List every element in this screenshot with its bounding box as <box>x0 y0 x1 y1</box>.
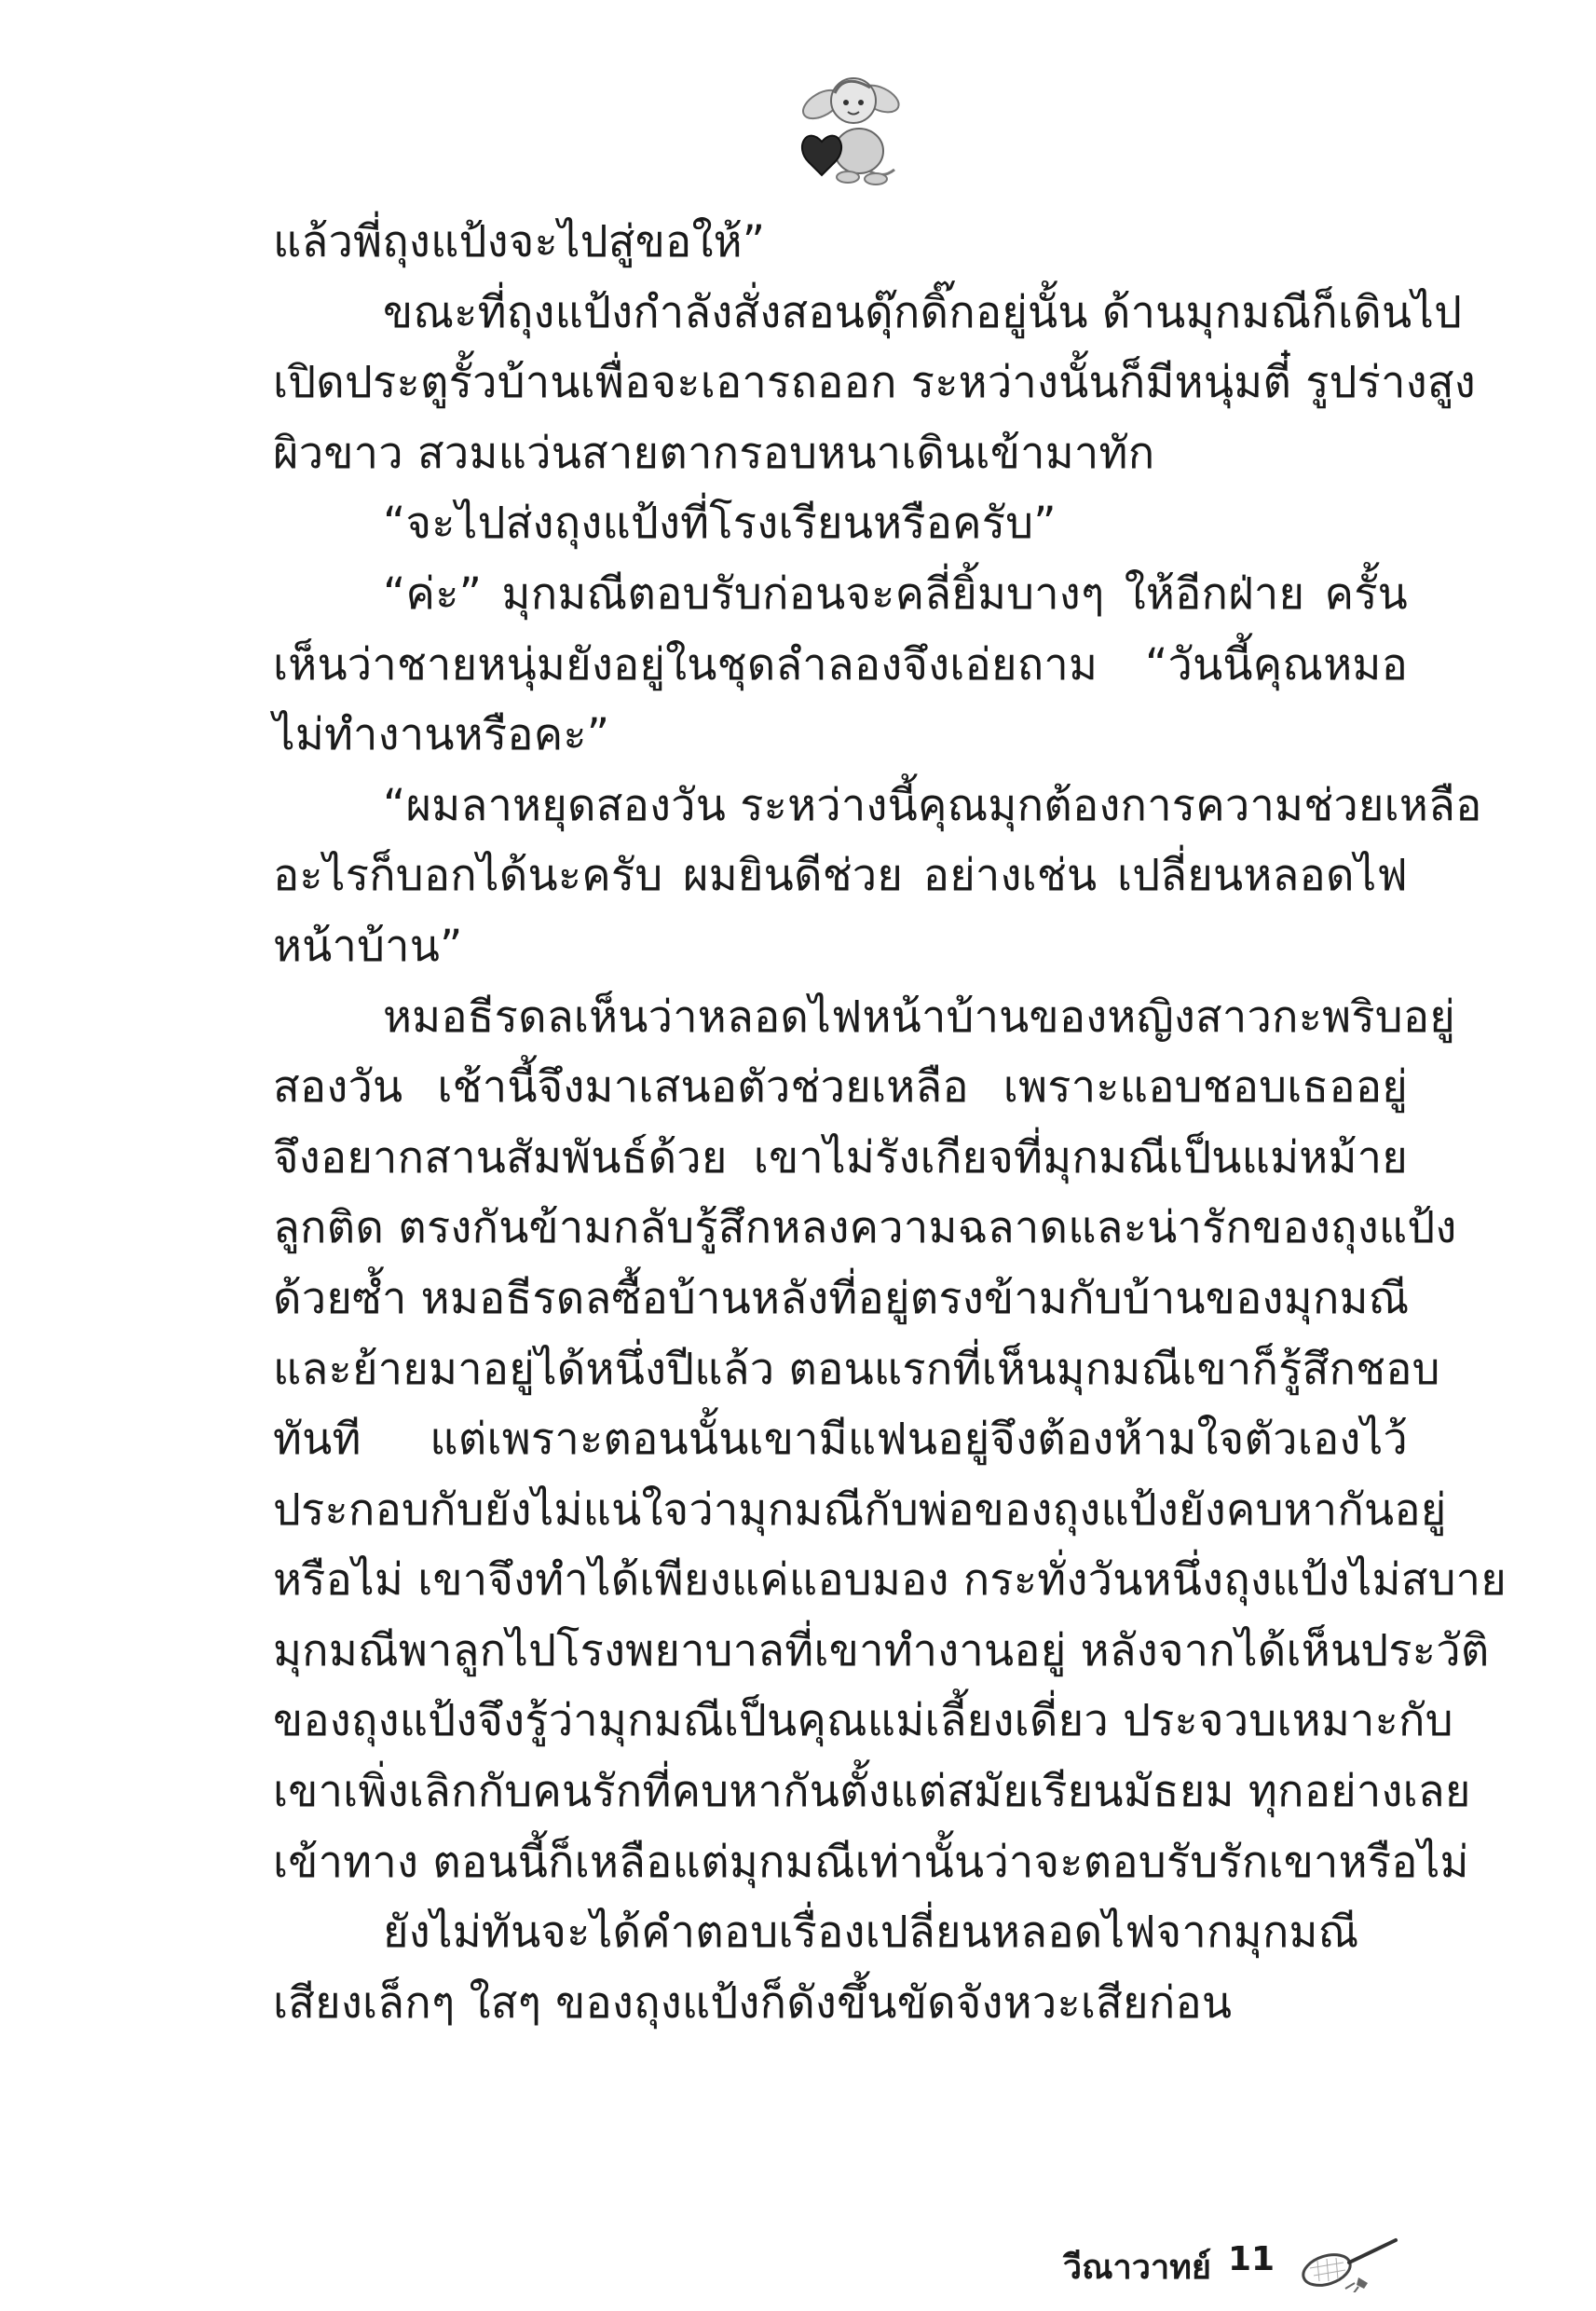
text-line: เข้าทาง ตอนนี้ก็เหลือแต่มุกมณีเท่านั้นว่าจะตอบรับรักเขาหรือไม่ <box>273 1836 1469 1888</box>
text-line: หรือไม่ เขาจึงทำได้เพียงแค่แอบมอง กระทั่งวันหนึ่งถุงแป้งไม่สบาย <box>273 1554 1507 1607</box>
text-line: แล้วพี่ถุงแป้งจะไปสู่ขอให้” <box>273 216 766 267</box>
text-line: หมอธีรดลเห็นว่าหลอดไฟหน้าบ้านของหญิงสาวกะพริบอยู่ <box>383 991 1455 1043</box>
text-line: เห็นว่าชายหนุ่มยังอยู่ในชุดลำลองจึงเอ่ยถาม “วันนี้คุณหมอ <box>273 638 1408 691</box>
page-footer <box>1025 2235 1416 2290</box>
text-line: หน้าบ้าน” <box>273 920 463 972</box>
text-line: “ผมลาหยุดสองวัน ระหว่างนี้คุณมุกต้องการความช่วยเหลือ <box>383 779 1482 831</box>
text-line: ไม่ทำงานหรือคะ” <box>273 709 610 761</box>
book-title: วีณาวาทย์ <box>1062 2249 1211 2287</box>
text-line: ลูกติด ตรงกันข้ามกลับรู้สึกหลงความฉลาดและน่ารักของถุงแป้ง <box>273 1202 1457 1254</box>
text-line: “จะไปส่งถุงแป้งที่โรงเรียนหรือครับ” <box>383 498 1057 550</box>
text-line: ด้วยซ้ำ หมอธีรดลซื้อบ้านหลังที่อยู่ตรงข้ามกับบ้านของมุกมณี <box>273 1272 1410 1324</box>
text-line: อะไรก็บอกได้นะครับ ผมยินดีช่วย อย่างเช่น เปลี่ยนหลอดไฟ <box>273 850 1408 902</box>
text-line: ทันที แต่เพราะตอนนั้นเขามีแฟนอยู่จึงต้องห้ามใจตัวเองไว้ <box>273 1414 1408 1466</box>
text-line: ผิวขาว สวมแว่นสายตากรอบหนาเดินเข้ามาทัก <box>273 427 1155 479</box>
text-line: ของถุงแป้งจึงรู้ว่ามุกมณีเป็นคุณแม่เลี้ยงเดี่ยว ประจวบเหมาะกับ <box>273 1695 1453 1747</box>
text-line: และย้ายมาอยู่ได้หนึ่งปีแล้ว ตอนแรกที่เห็นมุกมณีเขาก็รู้สึกชอบ <box>273 1343 1440 1395</box>
text-line: เปิดประตูรั้วบ้านเพื่อจะเอารถออก ระหว่างนั้นก็มีหนุ่มตี๋ รูปร่างสูง <box>273 357 1476 409</box>
badminton-racket-icon <box>1297 2235 1401 2292</box>
text-line: “ค่ะ” มุกมณีตอบรับก่อนจะคลี่ยิ้มบางๆ ให้อีกฝ่าย ครั้น <box>383 567 1408 620</box>
text-line: ขณะที่ถุงแป้งกำลังสั่งสอนดุ๊กดิ๊กอยู่นั้น ด้านมุกมณีก็เดินไป <box>383 286 1463 338</box>
text-line: เสียงเล็กๆ ใสๆ ของถุงแป้งก็ดังขึ้นขัดจังหวะเสียก่อน <box>273 1976 1233 2029</box>
text-line: มุกมณีพาลูกไปโรงพยาบาลที่เขาทำงานอยู่ หลังจากได้เห็นประวัติ <box>273 1624 1490 1676</box>
text-line: ประกอบกับยังไม่แน่ใจว่ามุกมณีกับพ่อของถุงแป้งยังคบหากันอยู่ <box>273 1484 1447 1536</box>
body-text <box>273 207 1507 2038</box>
text-line: เขาเพิ่งเลิกกับคนรักที่คบหากันตั้งแต่สมัยเรียนมัธยม ทุกอย่างเลย <box>273 1766 1471 1818</box>
cupid-holding-heart-icon <box>794 67 904 186</box>
text-line: สองวัน เช้านี้จึงมาเสนอตัวช่วยเหลือ เพราะแอบชอบเธออยู่ <box>273 1061 1408 1114</box>
page-number: 11 <box>1228 2240 1275 2278</box>
text-line: ยังไม่ทันจะได้คำตอบเรื่องเปลี่ยนหลอดไฟจากมุกมณี <box>383 1907 1359 1959</box>
text-line: จึงอยากสานสัมพันธ์ด้วย เขาไม่รังเกียจที่มุกมณีเป็นแม่หม้าย <box>273 1131 1408 1183</box>
